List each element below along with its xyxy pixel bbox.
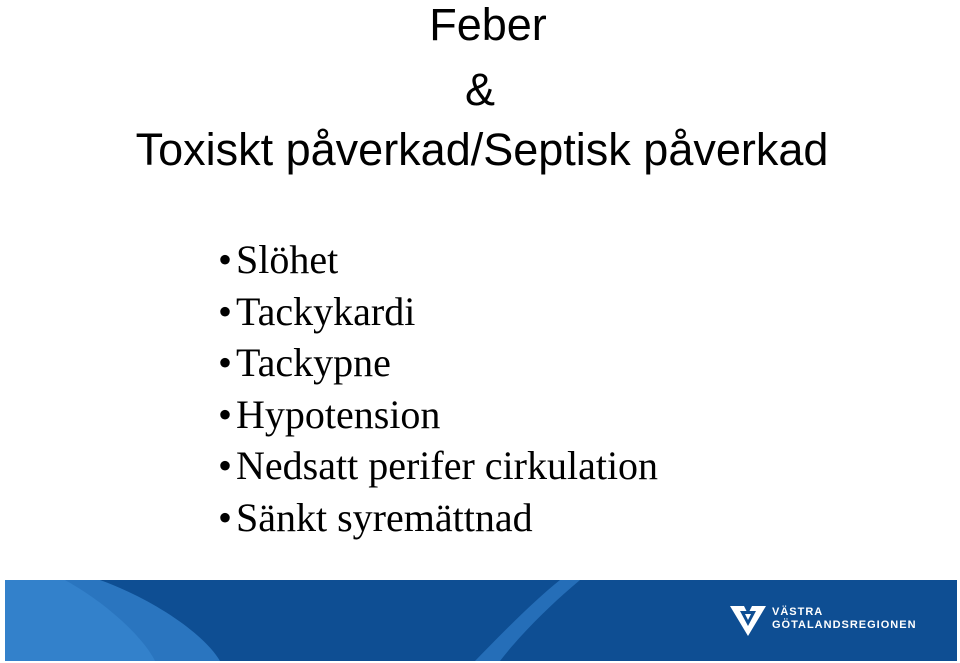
list-item <box>218 389 658 441</box>
bullet-text: Nedsatt perifer cirkulation <box>236 443 659 489</box>
bullet-icon: • <box>218 443 233 489</box>
bullet-text: Tackypne <box>236 340 391 386</box>
title-line-2: & <box>464 64 495 115</box>
logo <box>728 602 917 642</box>
list-item <box>218 440 658 492</box>
list-item <box>218 337 658 389</box>
bullet-text: Hypotension <box>236 391 441 437</box>
vastra-gotalandsregionen-logo-icon <box>728 602 768 638</box>
bullet-icon: • <box>218 494 233 540</box>
bullet-icon: • <box>218 237 233 282</box>
title-line-1: Feber <box>429 0 547 50</box>
bullet-icon: • <box>218 391 233 437</box>
list-item <box>218 286 658 338</box>
logo-line-1: VÄSTRA <box>772 606 824 618</box>
logo-line-2: GÖTALANDSREGIONEN <box>772 619 917 631</box>
list-item <box>218 234 658 286</box>
title-line-3: Toxiskt påverkad/Septisk påverkad <box>135 124 829 175</box>
bullet-text: Slöhet <box>236 237 339 282</box>
bullet-list <box>218 234 658 544</box>
bullet-icon: • <box>218 288 233 334</box>
logo-wordmark <box>772 606 917 632</box>
bullet-text: Sänkt syremättnad <box>236 494 533 540</box>
bullet-icon: • <box>218 340 233 386</box>
list-item <box>218 492 658 544</box>
bullet-text: Tackykardi <box>236 288 416 334</box>
